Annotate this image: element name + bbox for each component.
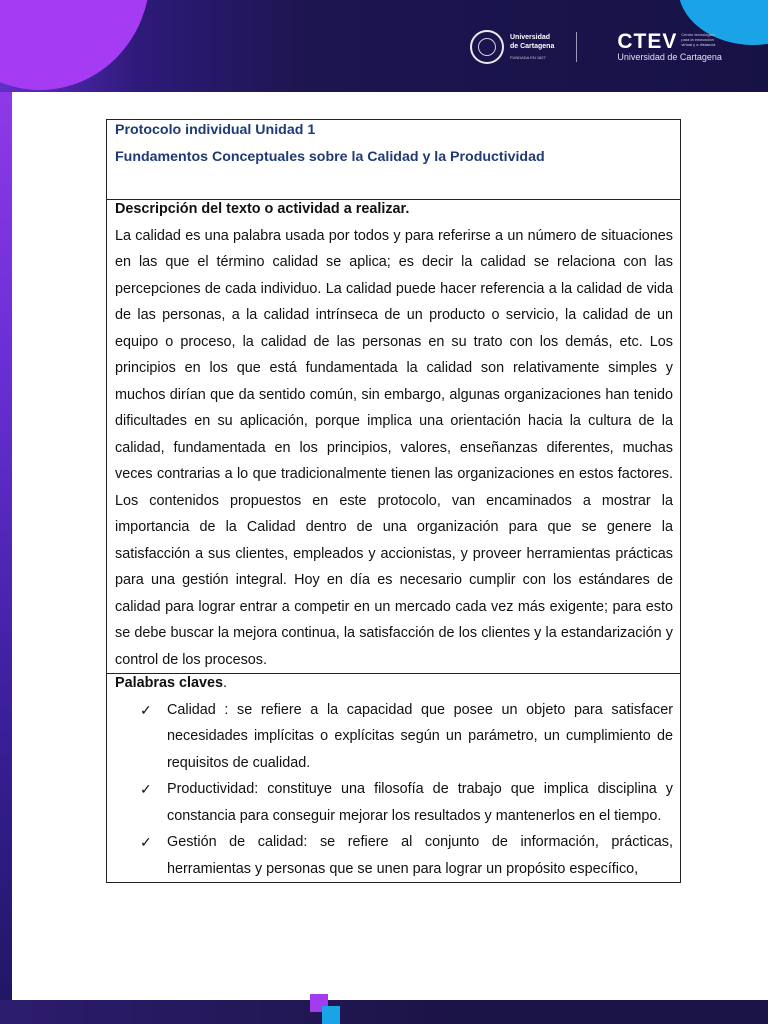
protocol-table bbox=[106, 119, 681, 883]
document-subtitle: Fundamentos Conceptuales sobre la Calidad y la Productividad bbox=[115, 149, 545, 165]
decorative-cyan-square bbox=[322, 1006, 340, 1024]
description-cell bbox=[107, 200, 681, 674]
checkmark-icon: ✓ bbox=[140, 781, 152, 797]
keywords-list bbox=[115, 697, 673, 883]
description-body: La calidad es una palabra usada por todos y para referirse a un número de situaciones en las que el término calidad se aplica; es decir la calidad se relaciona con las percepciones de cada individuo. La calidad puede hacer referencia a la calidad de vida de las personas, a la calidad intrínseca de un producto o servicio, la calidad de un equipo o proceso, la calidad de las personas en su trato con los demás, etc. Los principios en los que está fundamentada la calidad son relativamente simples y muchos dirían que da sentido común, sin embargo, algunas organizaciones han tenido dificultades en su aplicación, porque implica una orientación hacia la cultura de la calidad, fundamentada en los principios, valores, enseñanzas diferentes, muchas veces contrarias a lo que tradicionalmente tienen las organizaciones en estos factores. Los contenidos propuestos en este protocolo, van encaminados a mostrar la importancia de la Calidad dentro de una organización para que se genere la satisfacción a sus clientes, empleados y accionistas, y proveer herramientas prácticas para una gestión integral. Hoy en día es necesario cumplir con los estándares de calidad para lograr entrar a competir en un mercado cada vez más exigente; para esto se debe buscar la mejora continua, la satisfacción de los clientes y la estandarización y control de los procesos. bbox=[115, 227, 673, 668]
header-logos bbox=[470, 30, 722, 64]
keywords-heading: Palabras claves. bbox=[115, 675, 228, 691]
page-footer-band bbox=[0, 1000, 768, 1024]
decorative-purple-circle bbox=[0, 0, 150, 90]
checkmark-icon: ✓ bbox=[140, 701, 152, 718]
logo-divider bbox=[576, 32, 577, 62]
university-seal-icon bbox=[470, 30, 504, 64]
keyword-text: Productividad: constituye una filosofía de trabajo que implica disciplina y constancia para conseguir mejorar los resultados y mantenerlos en el tiempo. bbox=[167, 781, 673, 824]
title-cell bbox=[107, 120, 681, 200]
list-item bbox=[137, 697, 673, 777]
ctev-logo-subtitle: Universidad de Cartagena bbox=[617, 52, 722, 62]
description-heading: Descripción del texto o actividad a realizar. bbox=[115, 201, 410, 217]
university-logo-text: Universidad de Cartagena FUNDADA EN 1827 bbox=[510, 33, 555, 60]
ctev-logo bbox=[617, 32, 722, 62]
page-header-band bbox=[0, 0, 768, 92]
keywords-cell bbox=[107, 674, 681, 883]
title-row bbox=[107, 120, 681, 200]
ctev-logo-tagline: Centro tecnológico para la innovación virtual y a distancia bbox=[681, 32, 716, 47]
checkmark-icon: ✓ bbox=[140, 834, 152, 850]
list-item bbox=[137, 829, 673, 882]
description-row bbox=[107, 200, 681, 674]
keyword-text: Calidad : se refiere a la capacidad que posee un objeto para satisfacer necesidades implícitas o explícitas según un parámetro, un cumplimiento de requisitos de cualidad. bbox=[167, 701, 673, 771]
keywords-row bbox=[107, 674, 681, 883]
ctev-logo-name: CTEV bbox=[617, 30, 678, 53]
document-title: Protocolo individual Unidad 1 bbox=[115, 122, 316, 138]
keyword-text: Gestión de calidad: se refiere al conjunto de información, prácticas, herramientas y personas que se unen para lograr un propósito específico, bbox=[167, 834, 673, 877]
list-item bbox=[137, 776, 673, 829]
